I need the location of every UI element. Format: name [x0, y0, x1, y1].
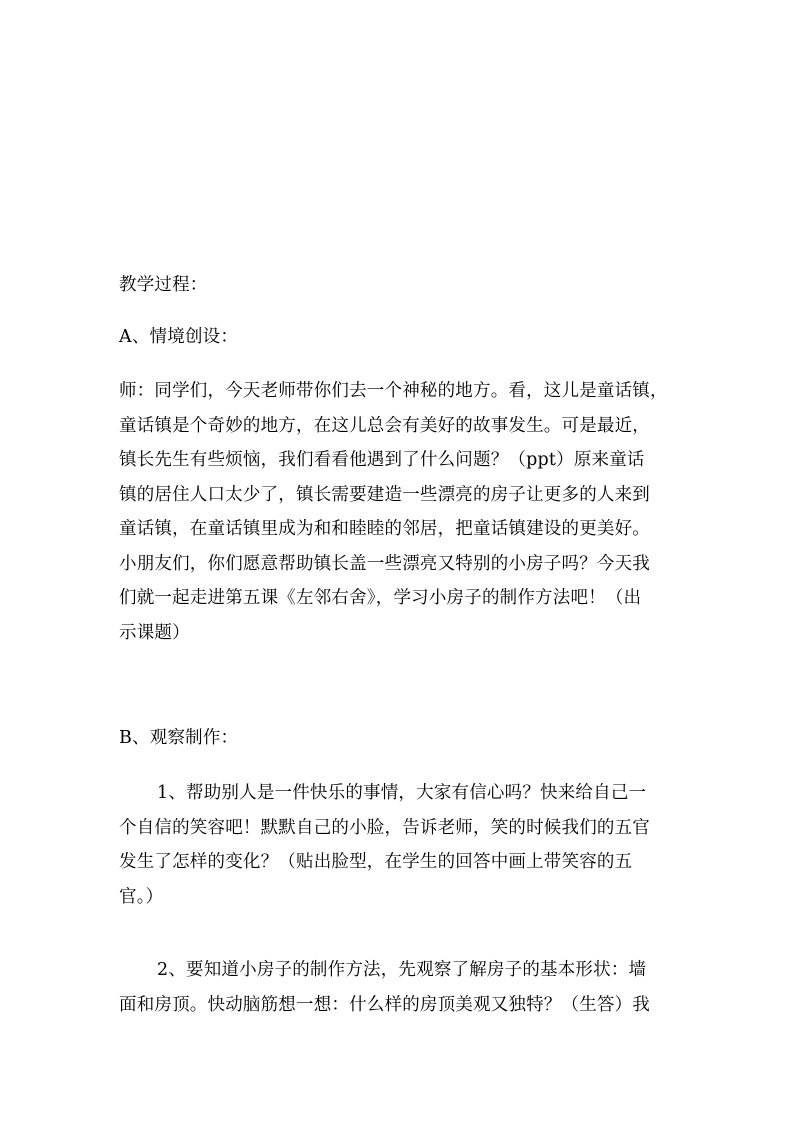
- heading-teaching-process: [119, 268, 689, 303]
- text-line: 童话镇，在童话镇里成为和和睦睦的邻居，把童话镇建设的更美好。: [119, 519, 650, 539]
- paragraph-scenario: [119, 374, 689, 650]
- text-line: 童话镇是个奇妙的地方，在这儿总会有美好的故事发生。可是最近，: [119, 415, 650, 436]
- paragraph-item-2: [119, 953, 689, 1022]
- text-line: 镇长先生有些烦恼，我们看看他遇到了什么问题？（ppt）原来童话: [119, 450, 645, 470]
- text-line: 示课题）: [119, 622, 190, 643]
- text-line: 1、帮助别人是一件快乐的事情，大家有信心吗？快来给自己一: [157, 783, 647, 803]
- text-line: 们就一起走进第五课《左邻右舍》，学习小房子的制作方法吧！（出: [119, 588, 642, 608]
- text-line: 小朋友们，你们愿意帮助镇长盖一些漂亮又特别的小房子吗？今天我: [119, 553, 650, 574]
- heading-text: B、观察制作：: [119, 728, 239, 748]
- text-line: 师：同学们，今天老师带你们去一个神秘的地方。看，这儿是童话镇，: [119, 381, 668, 401]
- text-line: 2、要知道小房子的制作方法，先观察了解房子的基本形状：墙: [157, 960, 647, 980]
- heading-section-a: [119, 320, 689, 355]
- heading-text: 教学过程：: [119, 275, 208, 295]
- text-line: 发生了怎样的变化？（贴出脸型，在学生的回答中画上带笑容的五: [119, 852, 633, 872]
- heading-text: A、情境创设：: [119, 327, 239, 347]
- text-line: 个自信的笑容吧！默默自己的小脸，告诉老师，笑的时候我们的五官: [119, 817, 650, 838]
- heading-section-b: [119, 721, 689, 756]
- paragraph-item-1: [119, 776, 689, 914]
- text-line: 官。）: [119, 886, 164, 907]
- text-line: 镇的居住人口太少了，镇长需要建造一些漂亮的房子让更多的人来到: [119, 484, 650, 505]
- text-line: 面和房顶。快动脑筋想一想：什么样的房顶美观又独特？（生答）我: [119, 994, 650, 1015]
